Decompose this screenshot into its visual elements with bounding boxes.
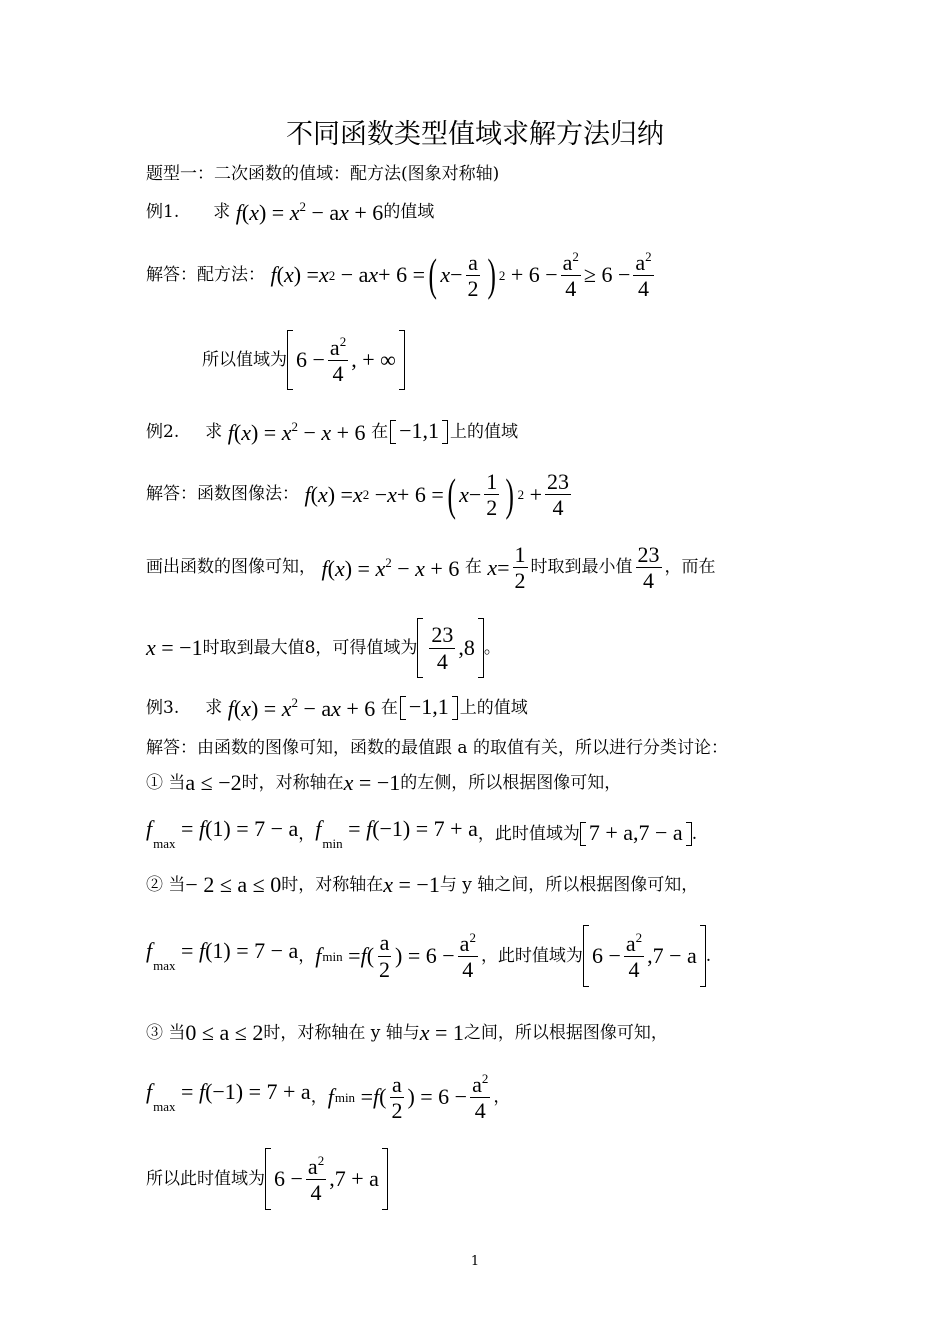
case-2-condition: [146, 874, 698, 896]
formula: $f_{max} = f(1) = 7 - a$: [146, 816, 299, 851]
page-title: 不同函数类型值域求解方法归纳: [286, 119, 664, 150]
type1-heading: 题型一：二次函数的值域：配方法(图象对称轴): [146, 164, 500, 184]
formula: $\frac{23}{4}$ ,8: [417, 618, 484, 678]
example-2-question: [146, 420, 518, 444]
example-3-question: [146, 696, 528, 720]
case-2-text: 时，对称轴在: [281, 874, 384, 895]
formula: 6 − $\frac{a^2}{4}$ ,7 − a: [583, 925, 706, 987]
case-3-prefix: ③ 当: [146, 1022, 186, 1043]
formula: x = $\frac{1}{2}$: [487, 542, 526, 594]
suffix-text: 上的值域: [449, 421, 518, 442]
suffix-text: 上的值域: [459, 697, 528, 718]
page-number: 1: [470, 1254, 480, 1269]
case-1-values: $f_{max} = f(1) = 7 - a$ ， $f_{min} = f(-1) = 7 + a$ ，此时值域为 7 + a,7 − a .: [146, 816, 698, 851]
example-2-label: 例2.: [146, 421, 180, 442]
formula: 6 − $\frac{a^2}{4}$ ,7 + a: [265, 1148, 388, 1210]
formula: $f(x) = x^2 - x + 6$: [321, 554, 465, 581]
case-2-text2: 与 y 轴之间，所以根据图像可知，: [439, 874, 699, 895]
case-3-range: 所以此时值域为: [146, 1168, 265, 1189]
example-1-answer: [146, 250, 657, 300]
period: 。: [483, 637, 501, 658]
answer-label: 解答：配方法：: [146, 264, 265, 285]
formula: $f(x) = x^2$ − ax + 6: [227, 695, 381, 721]
formula: $f(x) = x^2 - x + 6$: [227, 419, 372, 445]
formula: x = −1: [383, 872, 440, 897]
formula: 7 + a,7 − a: [580, 822, 692, 846]
formula: $f_{min} = f(-1) = 7 + a$: [315, 816, 478, 851]
intro-text: 解答：由函数的图像可知，函数的最值跟 a 的取值有关，所以进行分类讨论：: [146, 738, 728, 758]
case-2-prefix: ② 当: [146, 874, 186, 895]
example-1-range: [202, 330, 405, 390]
case-2-range: ，此时值域为: [480, 945, 583, 966]
formula: x = −1: [343, 770, 401, 795]
formula: $\frac{23}{4}$: [637, 542, 660, 594]
mid-text: 在: [371, 421, 389, 442]
formula: −1,1: [400, 696, 458, 720]
case-1-range: ，此时值域为: [477, 823, 580, 844]
at-text: 在: [464, 557, 482, 578]
formula: $f(x) = x^2$ − ax + 6: [235, 199, 384, 225]
formula: f ( x ) = x 2 − a x + 6 = ( x − $\frac{a}{2}$ ) 2 + 6 − $\frac{a^2}{4}$ ≥ 6 − $\frac{a^2}{4}$: [270, 249, 652, 302]
suffix-text: 的值域: [383, 201, 435, 222]
formula: −1,1: [390, 420, 448, 444]
formula: x = 1: [419, 1020, 464, 1045]
max-text: 时取到最大值8，可得值域为: [202, 637, 418, 658]
case-3-condition: [146, 1022, 668, 1044]
draw-label: 画出函数的图像可知，: [146, 557, 316, 578]
formula: 0 ≤ a ≤ 2: [185, 1020, 264, 1045]
example-3-label: 例3.: [146, 697, 180, 718]
mid-text: 在: [380, 697, 398, 718]
answer-label: 解答：函数图像法：: [146, 484, 299, 505]
and-at-text: ，而在: [664, 557, 716, 578]
case-1-text2: 的左侧，所以根据图像可知，: [400, 772, 622, 793]
example-2-result: [146, 618, 501, 678]
case-3-text2: 之间，所以根据图像可知，: [463, 1022, 668, 1043]
example-2-graph-text: [146, 543, 716, 592]
formula: f min = f ( $\frac{a}{2}$ ) = 6 − $\frac{a^2}{4}$: [327, 1071, 489, 1124]
ask-text: 求: [213, 201, 231, 222]
ask-text: 求: [205, 697, 223, 718]
case-2-values: $f_{max} = f(1) = 7 - a$ ， f min = f ( $\frac{a}{2}$ ) = 6 − $\frac{a^2}{4}$ ，此时值域为 6 − $\frac{a^2}{4}$ ,7 − a .: [146, 925, 711, 987]
example-2-answer: [146, 470, 574, 519]
formula: $f_{max} = f(-1) = 7 + a$: [146, 1079, 311, 1115]
case-3-values: $f_{max} = f(-1) = 7 + a$ ， f min = f ( $\frac{a}{2}$ ) = 6 − $\frac{a^2}{4}$ ，: [146, 1071, 511, 1124]
case-1-condition: [146, 772, 621, 794]
case-3-text: 时，对称轴在 y 轴与: [263, 1022, 420, 1043]
formula: a ≤ −2: [185, 770, 242, 795]
formula: − 2 ≤ a ≤ 0: [185, 872, 282, 897]
formula: f min = f ( $\frac{a}{2}$ ) = 6 − $\frac{a^2}{4}$: [315, 929, 476, 982]
formula: $f_{max} = f(1) = 7 - a$: [146, 938, 299, 973]
formula: 6 − $\frac{a^2}{4}$ , + ∞: [287, 330, 405, 390]
example-1-question: [146, 200, 434, 224]
example-3-intro: [146, 740, 728, 757]
min-text: 时取到最小值: [530, 557, 633, 578]
section-heading: [146, 166, 499, 183]
case-1-prefix: ① 当: [146, 772, 186, 793]
case-3-range-line: [146, 1148, 388, 1210]
formula: f ( x ) = x 2 − x + 6 = ( x − $\frac{1}{2}$ ) 2 + $\frac{23}{4}$: [304, 468, 569, 521]
ask-text: 求: [205, 421, 223, 442]
formula: x = −1: [146, 635, 203, 660]
case-1-text: 时，对称轴在: [241, 772, 344, 793]
example-1-label: 例1.: [146, 201, 180, 222]
range-label: 所以值域为: [202, 349, 287, 370]
